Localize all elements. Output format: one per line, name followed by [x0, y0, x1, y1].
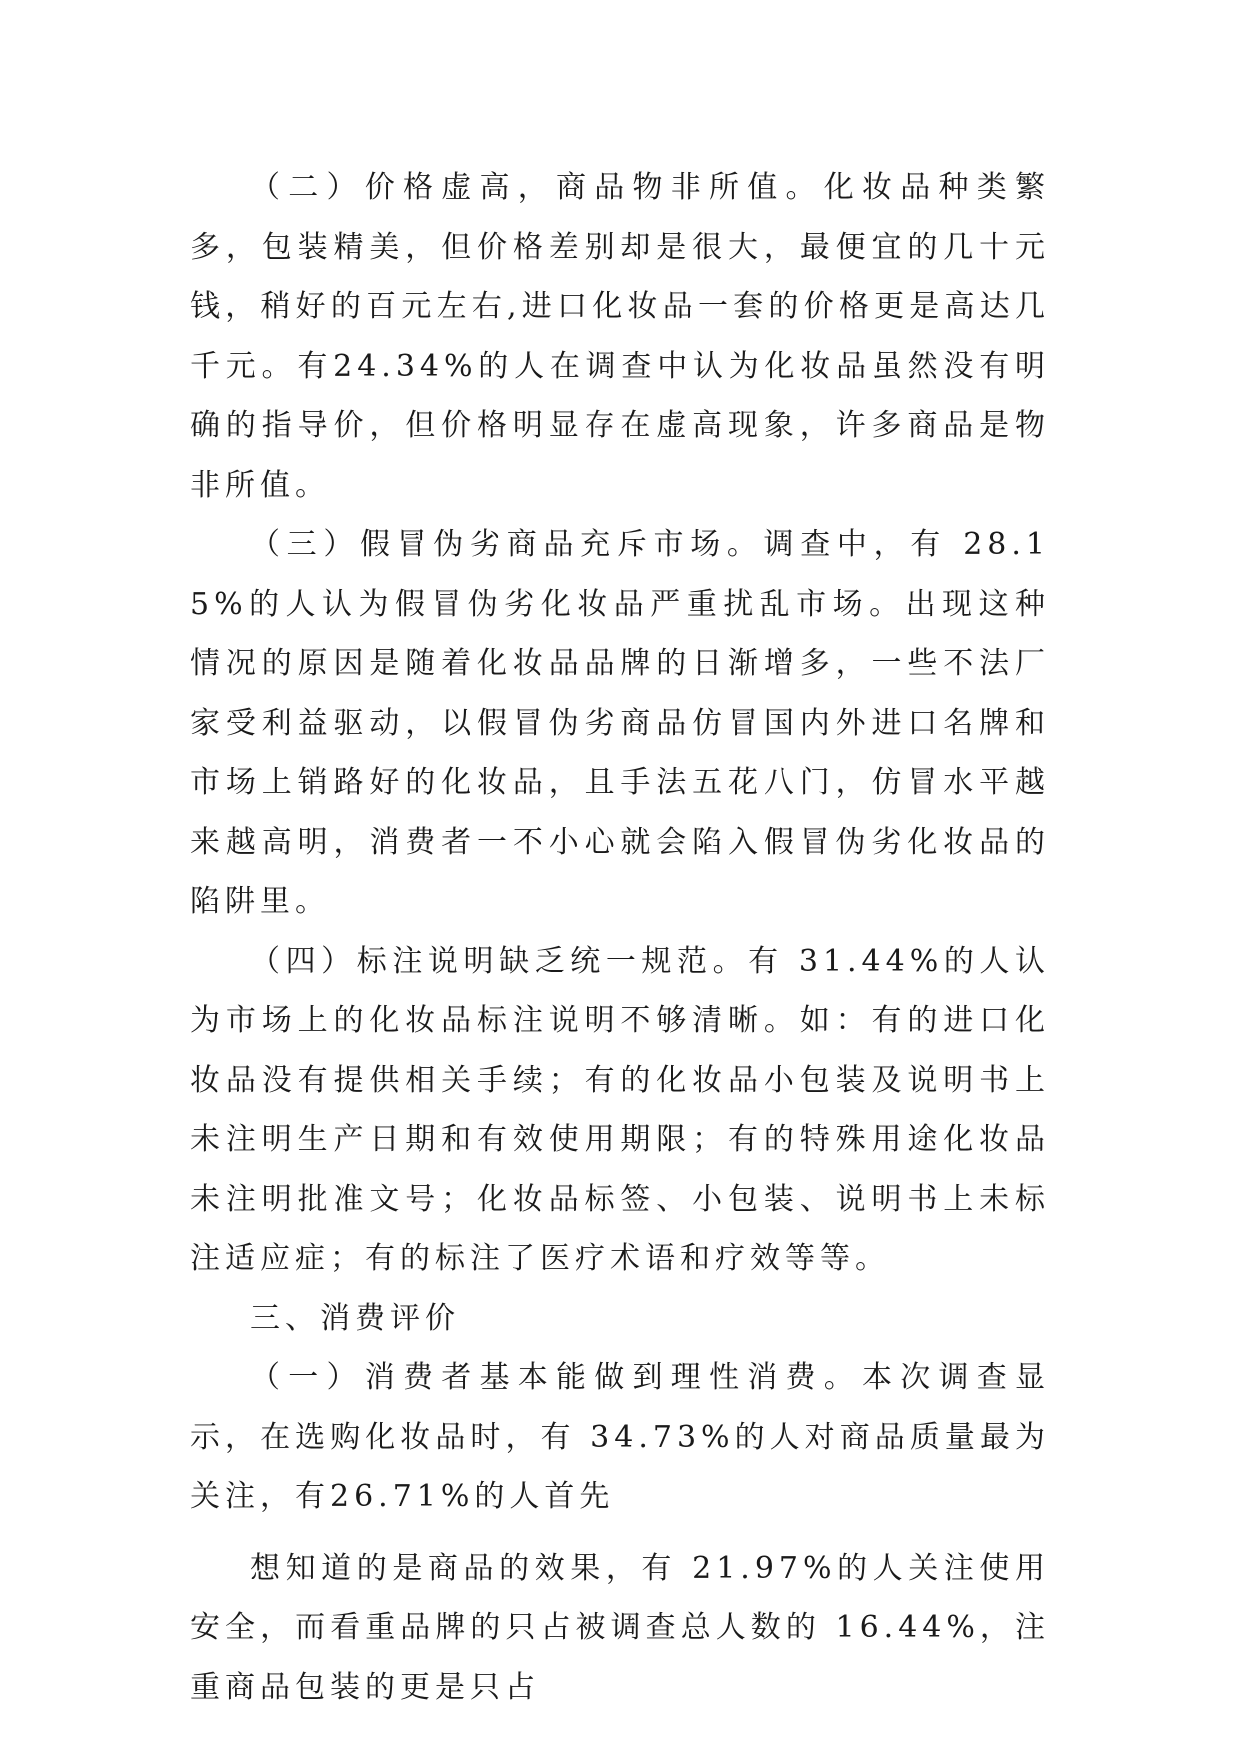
paragraph-rational-consumption: （一）消费者基本能做到理性消费。本次调查显示，在选购化妆品时，有 34.73%的人对商品质量最为关注，有26.71%的人首先	[190, 1360, 1050, 1514]
paragraph-consumer-focus: 想知道的是商品的效果，有 21.97%的人关注使用安全，而看重品牌的只占被调查总人数的 16.44%，注重商品包装的更是只占	[190, 1550, 1050, 1705]
paragraph-labeling: （四）标注说明缺乏统一规范。有 31.44%的人认为市场上的化妆品标注说明不够清晰。如：有的进口化妆品没有提供相关手续；有的化妆品小包装及说明书上未注明生产日期和有效使用期限；有的特殊用途化妆品未注明批准文号；化妆品标签、小包装、说明书上未标注适应症；有的标注了医疗术语和疗效等等。	[190, 943, 1050, 1276]
document-page	[190, 158, 1050, 1717]
paragraph-counterfeit: （三）假冒伪劣商品充斥市场。调查中，有 28.15%的人认为假冒伪劣化妆品严重扰乱市场。出现这种情况的原因是随着化妆品品牌的日渐增多，一些不法厂家受利益驱动，以假冒伪劣商品仿冒国内外进口名牌和市场上销路好的化妆品，且手法五花八门，仿冒水平越来越高明，消费者一不小心就会陷入假冒伪劣化妆品的陷阱里。	[190, 527, 1050, 919]
paragraph-price: （二）价格虚高，商品物非所值。化妆品种类繁多，包装精美，但价格差别却是很大，最便宜的几十元钱，稍好的百元左右,进口化妆品一套的价格更是高达几千元。有24.34%的人在调查中认为化妆品虽然没有明确的指导价，但价格明显存在虚高现象，许多商品是物非所值。	[190, 170, 1050, 503]
section-heading-consumer-evaluation: 三、消费评价	[250, 1300, 460, 1336]
